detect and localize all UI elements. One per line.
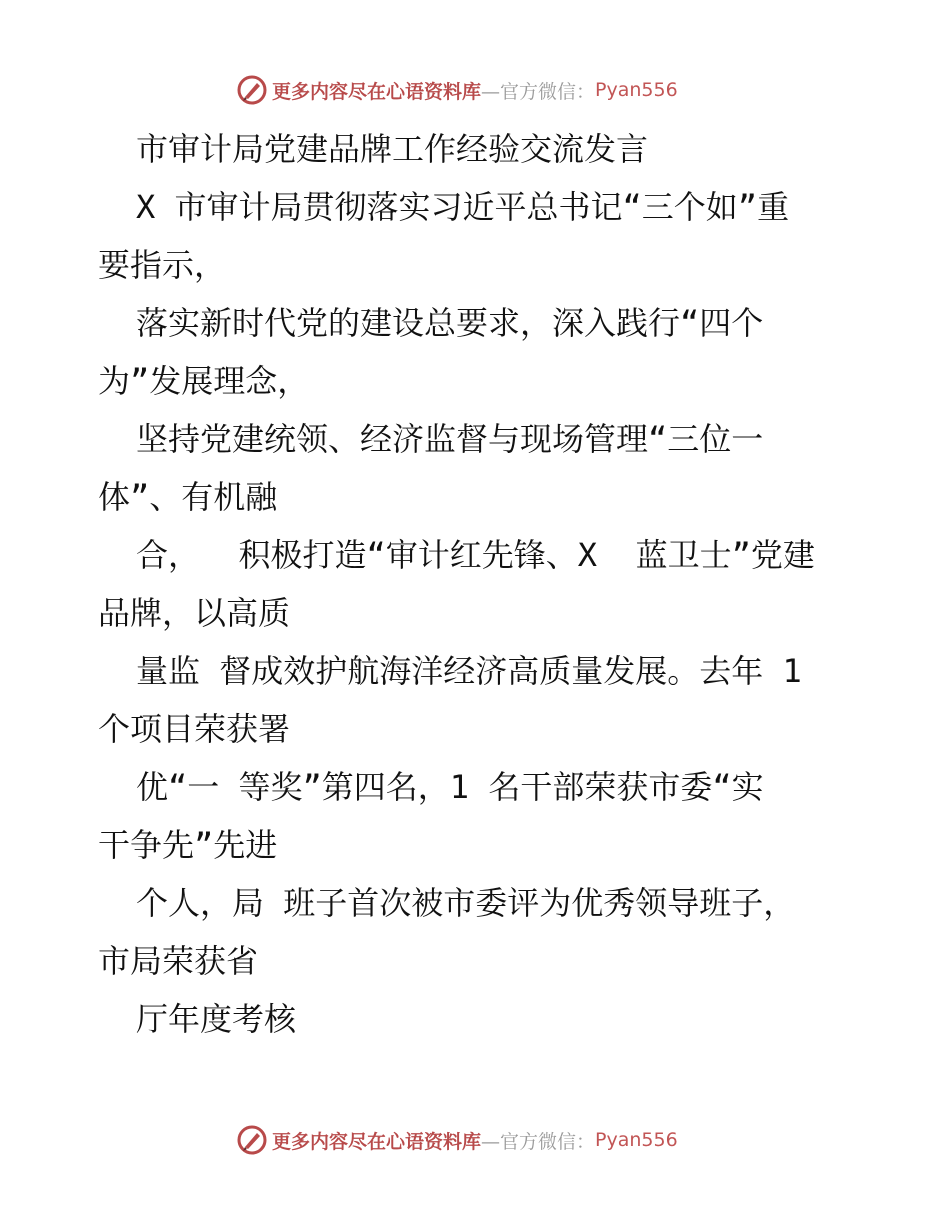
document-body <box>98 120 858 1048</box>
header-watermark <box>236 73 678 107</box>
document-line: 个人，局 班子首次被市委评为优秀领导班子， <box>136 884 796 922</box>
document-line: 要指示， <box>98 246 227 284</box>
document-line: 合， 积极打造“审计红先锋、X 蓝卫士”党建 <box>136 536 815 574</box>
document-line: 市审计局党建品牌工作经验交流发言 <box>136 130 649 168</box>
document-line: 厅年度考核 <box>136 1000 297 1038</box>
document-line: 坚持党建统领、经济监督与现场管理“三位一 <box>136 420 764 458</box>
pen-logo-icon <box>236 1124 268 1156</box>
document-line: 落实新时代党的建设总要求，深入践行“四个 <box>136 304 764 342</box>
watermark-wechat-id: Pyan556 <box>595 79 678 101</box>
watermark-wechat-id: Pyan556 <box>595 1129 678 1151</box>
document-line: 量监 督成效护航海洋经济高质量发展。去年 1 <box>136 652 802 690</box>
document-line: X 市审计局贯彻落实习近平总书记“三个如”重 <box>136 188 790 226</box>
watermark-official-text: —官方微信： <box>481 1130 596 1153</box>
document-line: 为”发展理念， <box>98 362 310 400</box>
document-line: 个项目荣获署 <box>98 710 291 748</box>
document-line: 市局荣获省 <box>98 942 259 980</box>
pen-logo-icon <box>236 74 268 106</box>
watermark-official-text: —官方微信： <box>481 80 596 103</box>
document-line: 优“一 等奖”第四名，1 名干部荣获市委“实 <box>136 768 764 806</box>
watermark-main-text: 更多内容尽在心语资料库 <box>272 1130 482 1153</box>
document-line: 干争先”先进 <box>98 826 278 864</box>
document-line: 体”、有机融 <box>98 478 278 516</box>
document-line: 品牌，以高质 <box>98 594 291 632</box>
watermark-main-text: 更多内容尽在心语资料库 <box>272 80 482 103</box>
footer-watermark <box>236 1123 678 1157</box>
